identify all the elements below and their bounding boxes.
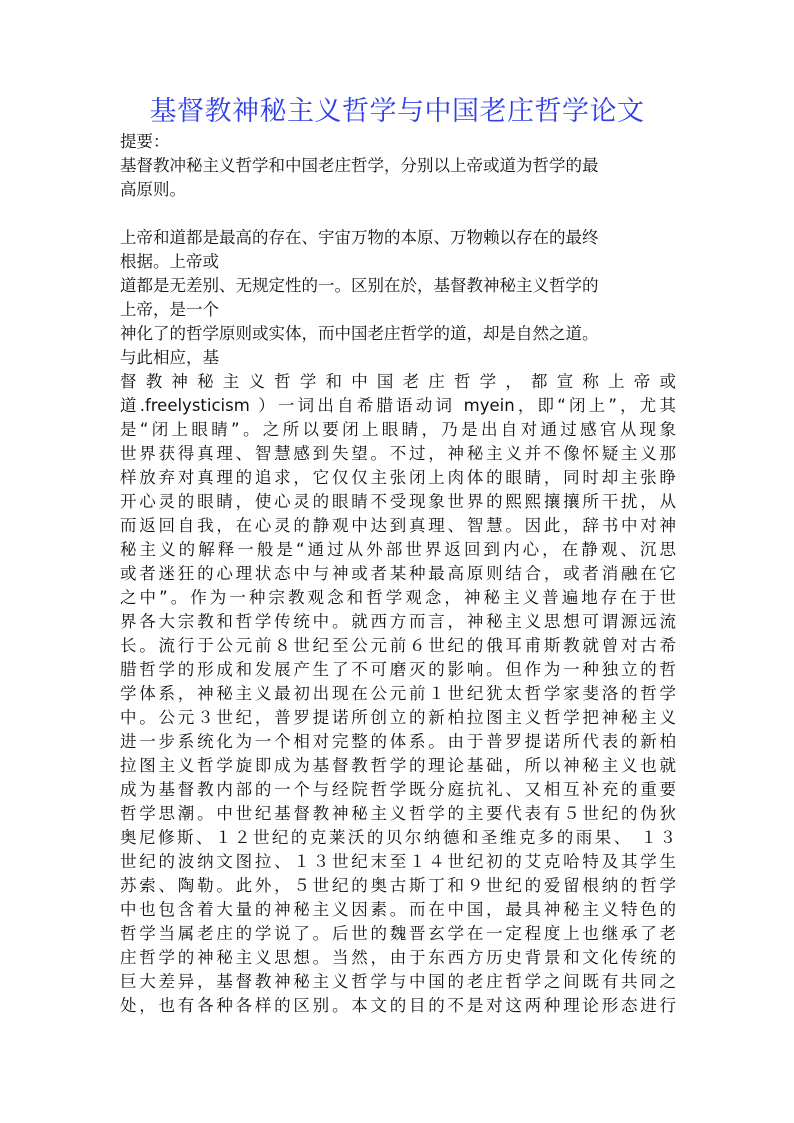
text-line: 巨大差异，基督教神秘主义哲学与中国的老庄哲学之间既有共同之: [120, 972, 676, 991]
text-line: 拉图主义哲学旋即成为基督教哲学的理论基础，所以神秘主义也就: [120, 756, 676, 775]
text-line: 中也包含着大量的神秘主义因素。而在中国，最具神秘主义特色的: [120, 900, 676, 919]
text-line: 学体系，神秘主义最初出现在公元前１世纪犹太哲学家斐洛的哲学: [120, 684, 676, 703]
text-line: 之中”。作为一种宗教观念和哲学观念，神秘主义普遍地存在于世: [120, 588, 676, 607]
text-line: 道都是无差别、无规定性的一。区别在於，基督教神秘主义哲学的: [120, 276, 599, 295]
document-body: [120, 130, 676, 1018]
text-line: 奥尼修斯、１２世纪的克莱沃的贝尔纳德和圣维克多的雨果、 １３: [120, 828, 676, 847]
text-line: 高原则。: [120, 180, 186, 199]
text-line: 督教神秘主义哲学和中国老庄哲学，都宣称上帝或: [120, 372, 676, 391]
text-line: 上帝和道都是最高的存在、宇宙万物的本原、万物赖以存在的最终: [120, 228, 599, 247]
text-line: 神化了的哲学原则或实体，而中国老庄哲学的道，却是自然之道。: [120, 324, 599, 343]
text-line: 与此相应，基: [120, 348, 219, 367]
text-line: 秘主义的解释一般是“通过从外部世界返回到内心，在静观、沉思: [120, 540, 676, 559]
text-line: 上帝，是一个: [120, 300, 219, 319]
text-line: 道.freelysticism ）一词出自希腊语动词 myein，即“闭上”，尤其: [120, 396, 676, 415]
paragraph-gap: [120, 202, 676, 226]
text-line: 进一步系统化为一个相对完整的体系。由于普罗提诺所代表的新柏: [120, 732, 676, 751]
text-line: 界各大宗教和哲学传统中。就西方而言，神秘主义思想可谓源远流: [120, 612, 676, 631]
text-line: 或者迷狂的心理状态中与神或者某种最高原则结合，或者消融在它: [120, 564, 676, 583]
document-title: 基督教神秘主义哲学与中国老庄哲学论文: [149, 96, 645, 127]
text-line: 开心灵的眼睛，使心灵的眼睛不受现象世界的熙熙攘攘所干扰，从: [120, 492, 676, 511]
text-line: 世界获得真理、智慧感到失望。不过，神秘主义并不像怀疑主义那: [120, 444, 676, 463]
text-line: 根据。上帝或: [120, 252, 219, 271]
text-line: 基督教冲秘主义哲学和中国老庄哲学，分别以上帝或道为哲学的最: [120, 156, 599, 175]
text-line: 而返回自我，在心灵的静观中达到真理、智慧。因此，辞书中对神: [120, 516, 676, 535]
text-line: 是“闭上眼睛”。之所以要闭上眼睛，乃是出自对通过感官从现象: [120, 420, 676, 439]
text-line: 哲学思潮。中世纪基督教神秘主义哲学的主要代表有５世纪的伪狄: [120, 804, 676, 823]
text-line: 庄哲学的神秘主义思想。当然，由于东西方历史背景和文化传统的: [120, 948, 676, 967]
text-line: 哲学当属老庄的学说了。后世的魏晋玄学在一定程度上也继承了老: [120, 924, 676, 943]
text-line: 处，也有各种各样的区别。本文的目的不是对这两种理论形态进行: [120, 996, 676, 1015]
text-line: 样放弃对真理的追求，它仅仅主张闭上肉体的眼睛，同时却主张睁: [120, 468, 676, 487]
text-line: 中。公元３世纪，普罗提诺所创立的新柏拉图主义哲学把神秘主义: [120, 708, 676, 727]
text-line: 长。流行于公元前８世纪至公元前６世纪的俄耳甫斯教就曾对古希: [120, 636, 676, 655]
text-line: 世纪的波纳文图拉、１３世纪末至１４世纪初的艾克哈特及其学生: [120, 852, 676, 871]
main-paragraph: [120, 370, 676, 1018]
abstract-label: 提要：: [120, 132, 170, 151]
text-line: 苏索、陶勒。此外，５世纪的奥古斯丁和９世纪的爱留根纳的哲学: [120, 876, 676, 895]
text-line: 腊哲学的形成和发展产生了不可磨灭的影响。但作为一种独立的哲: [120, 660, 676, 679]
text-line: 成为基督教内部的一个与经院哲学既分庭抗礼、又相互补充的重要: [120, 780, 676, 799]
